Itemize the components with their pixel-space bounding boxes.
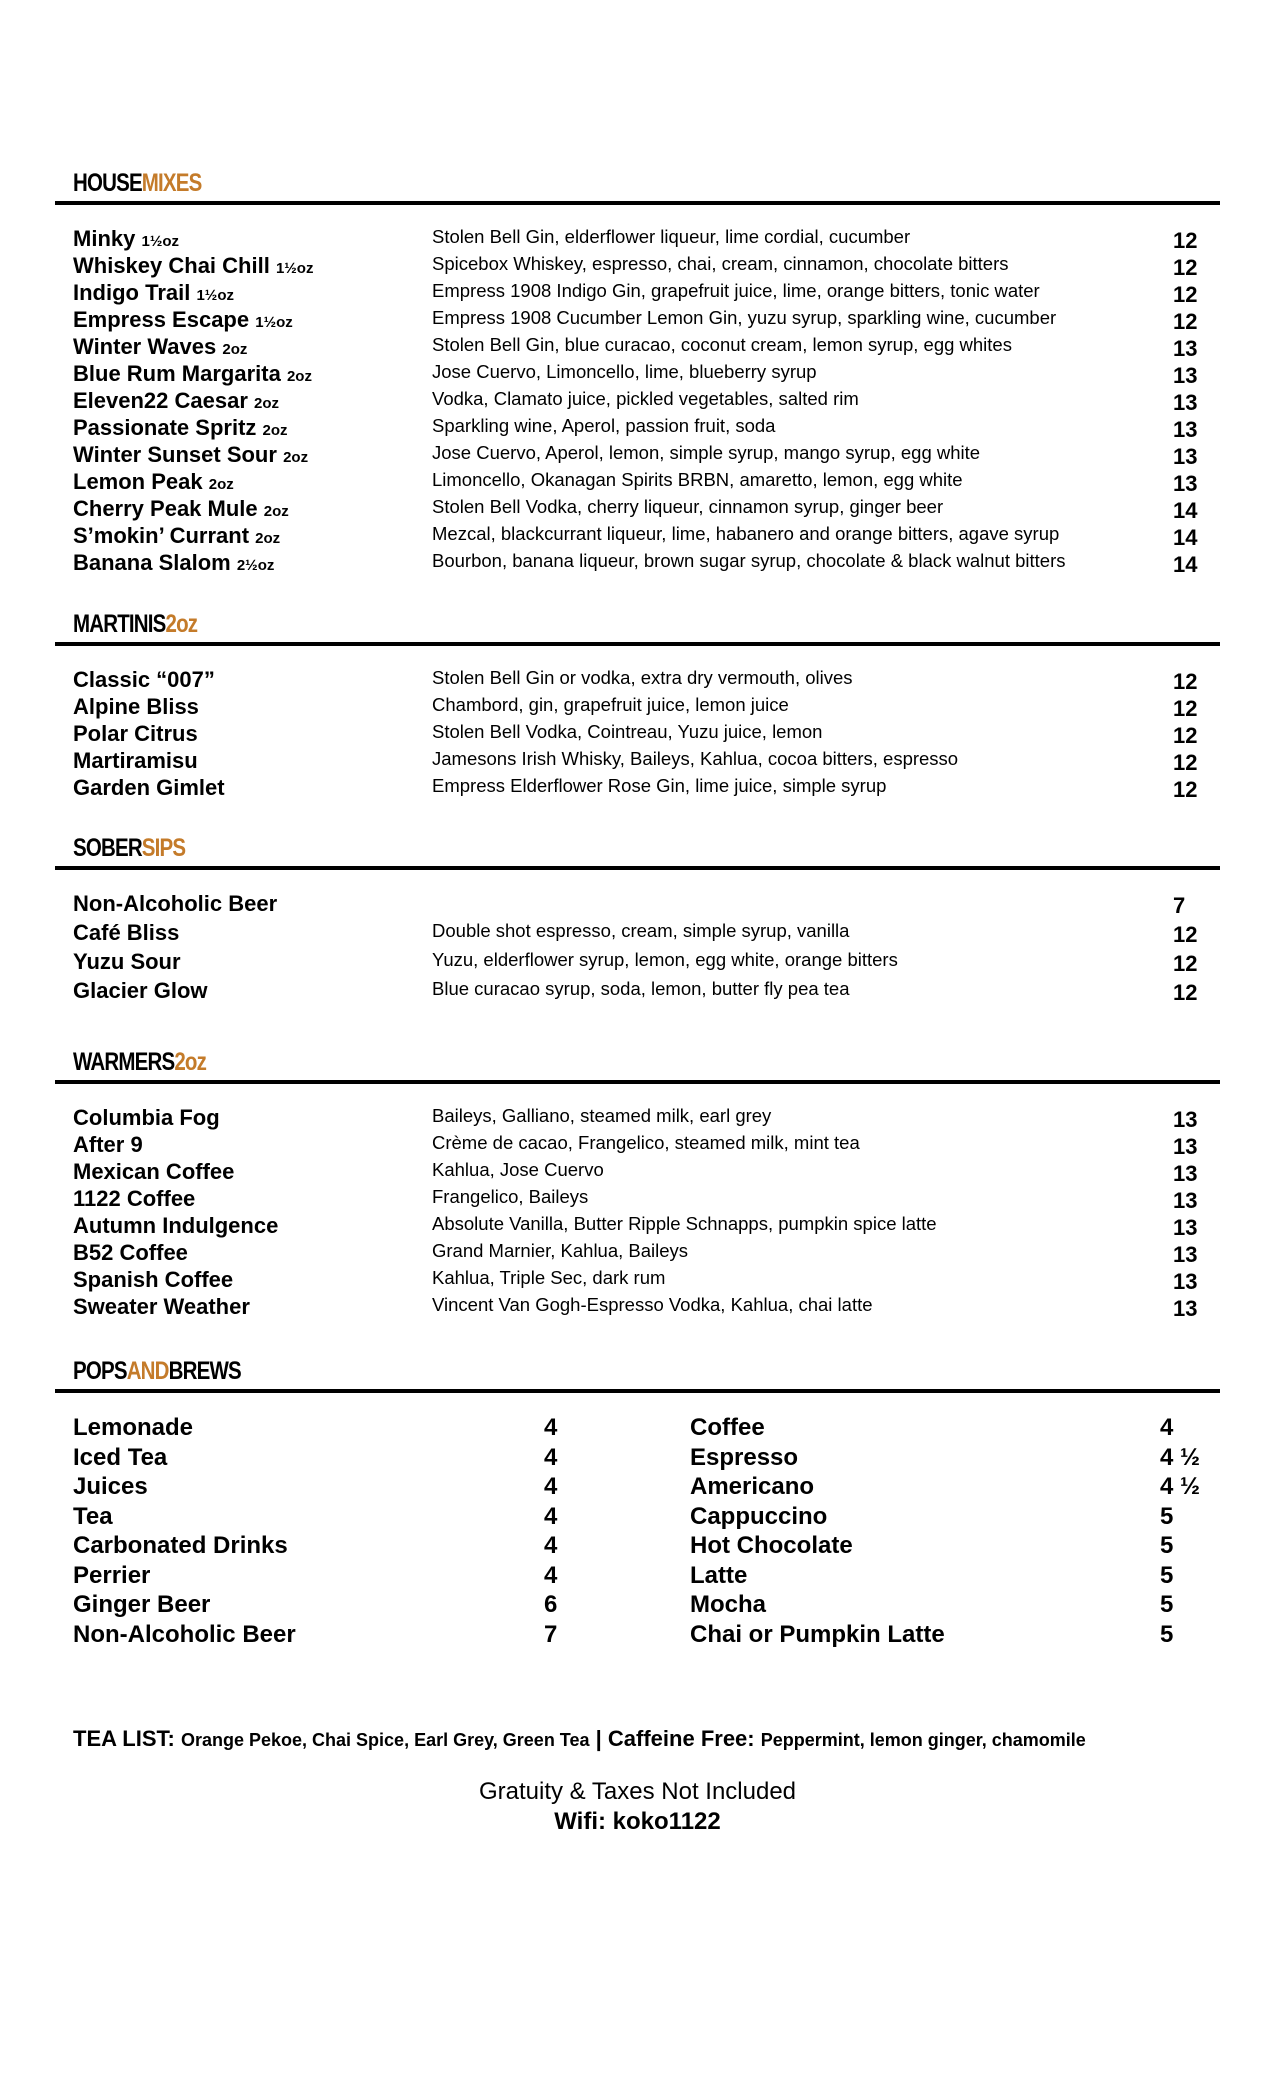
item-price: 4: [544, 1443, 558, 1471]
item-pour-size: 2oz: [208, 476, 234, 493]
item-description: Mezcal, blackcurrant liqueur, lime, habanero and orange bitters, agave syrup: [432, 523, 1060, 544]
pops-left-column: [73, 1414, 573, 1650]
item-price: 12: [1173, 922, 1198, 947]
item-description: Kahlua, Triple Sec, dark rum: [432, 1267, 666, 1288]
item-price: 14: [1173, 498, 1198, 523]
item-price: 13: [1173, 444, 1198, 469]
item-name: Eleven22 Caesar 2oz: [73, 388, 280, 413]
menu-item: [73, 226, 1218, 253]
section-title: MARTINIS 2oz: [73, 610, 198, 638]
item-price: 13: [1173, 1242, 1198, 1267]
item-pour-size: 2½oz: [236, 557, 275, 574]
menu-item: [73, 920, 1218, 949]
menu-item: [73, 667, 1218, 694]
item-name: Non-Alcoholic Beer: [73, 1620, 296, 1648]
item-price: 13: [1173, 336, 1198, 361]
item-price: 6: [544, 1591, 558, 1618]
item-list: [73, 891, 1218, 1007]
item-price: 12: [1173, 309, 1198, 334]
item-name: S’mokin’ Currant 2oz: [73, 523, 281, 548]
item-name: Sweater Weather: [73, 1294, 250, 1319]
menu-item: [73, 721, 1218, 748]
item-name: Lemonade: [73, 1414, 194, 1441]
menu-item: [73, 978, 1218, 1007]
item-name: Cherry Peak Mule 2oz: [73, 496, 289, 521]
item-name: Hot Chocolate: [690, 1532, 853, 1559]
item-price: 13: [1173, 1107, 1198, 1132]
item-name: Mocha: [690, 1591, 767, 1618]
item-list: [73, 1105, 1218, 1321]
menu-item: [73, 1105, 1218, 1132]
item-name: Mexican Coffee: [73, 1159, 235, 1184]
item-description: Jamesons Irish Whisky, Baileys, Kahlua, cocoa bitters, espresso: [432, 748, 959, 769]
item-name: Juices: [73, 1473, 148, 1500]
item-name: Iced Tea: [73, 1443, 168, 1471]
menu-item: [73, 1414, 573, 1444]
item-name: Martiramisu: [73, 748, 198, 773]
item-description: Stolen Bell Gin, elderflower liqueur, lime cordial, cucumber: [432, 226, 911, 247]
menu-item: [73, 1186, 1218, 1213]
section-title: WARMERS 2oz: [73, 1048, 207, 1076]
item-price: 12: [1173, 255, 1198, 280]
item-name: Empress Escape 1½oz: [73, 307, 293, 332]
item-price: 5: [1160, 1561, 1174, 1589]
item-name: Espresso: [690, 1443, 799, 1471]
menu-item: [73, 694, 1218, 721]
item-name: Indigo Trail 1½oz: [73, 280, 234, 305]
item-name: Passionate Spritz 2oz: [73, 415, 288, 440]
tea-list-label: TEA LIST:: [73, 1726, 175, 1751]
menu-item: [73, 1240, 1218, 1267]
item-price: 12: [1173, 282, 1198, 307]
menu-item: [73, 1294, 1218, 1321]
menu-item: [73, 1532, 573, 1562]
item-name: Carbonated Drinks: [73, 1532, 288, 1559]
item-description: Blue curacao syrup, soda, lemon, butter fly pea tea: [432, 978, 850, 999]
menu-item: [690, 1473, 1210, 1503]
item-pour-size: 2oz: [222, 341, 248, 358]
menu-item: [73, 280, 1218, 307]
menu-item: [690, 1503, 1210, 1533]
item-name: Perrier: [73, 1561, 151, 1589]
item-pour-size: 2oz: [262, 422, 288, 439]
menu-item: [73, 550, 1218, 577]
item-price: 4: [544, 1532, 558, 1559]
item-name: Classic “007”: [73, 667, 215, 692]
item-description: Stolen Bell Vodka, cherry liqueur, cinnamon syrup, ginger beer: [432, 496, 944, 517]
menu-item: [73, 748, 1218, 775]
wifi-info: Wifi: koko1122: [554, 1808, 721, 1835]
item-description: Empress 1908 Cucumber Lemon Gin, yuzu syrup, sparkling wine, cucumber: [432, 307, 1057, 328]
item-price: 13: [1173, 471, 1198, 496]
item-description: Empress Elderflower Rose Gin, lime juice, simple syrup: [432, 775, 887, 796]
menu-item: [73, 1562, 573, 1592]
item-name: Whiskey Chai Chill 1½oz: [73, 253, 314, 278]
item-price: 4: [544, 1561, 558, 1589]
section-title: HOUSE MIXES: [73, 169, 202, 197]
item-name: Cappuccino: [690, 1502, 828, 1530]
item-name: After 9: [73, 1132, 143, 1157]
item-description: Sparkling wine, Aperol, passion fruit, soda: [432, 415, 776, 436]
item-description: Double shot espresso, cream, simple syrup, vanilla: [432, 920, 850, 941]
menu-item: [690, 1591, 1210, 1621]
item-price: 4: [544, 1473, 558, 1500]
item-description: Stolen Bell Vodka, Cointreau, Yuzu juice, lemon: [432, 721, 823, 742]
menu-item: [73, 1132, 1218, 1159]
item-description: Empress 1908 Indigo Gin, grapefruit juice, lime, orange bitters, tonic water: [432, 280, 1040, 301]
item-pour-size: 2oz: [283, 449, 309, 466]
caffeine-free-teas: Peppermint, lemon ginger, chamomile: [760, 1730, 1086, 1750]
caffeine-free-label: Caffeine Free:: [607, 1726, 755, 1751]
item-name: Garden Gimlet: [73, 775, 225, 800]
item-price: 12: [1173, 777, 1198, 802]
item-price: 5: [1160, 1620, 1174, 1648]
item-price: 5: [1160, 1591, 1174, 1618]
menu-item: [690, 1562, 1210, 1592]
menu-item: [73, 307, 1218, 334]
menu-item: [73, 949, 1218, 978]
item-price: 14: [1173, 552, 1198, 577]
item-description: Stolen Bell Gin or vodka, extra dry vermouth, olives: [432, 667, 853, 688]
item-price: 12: [1173, 951, 1198, 976]
menu-item: [690, 1532, 1210, 1562]
menu-item: [73, 361, 1218, 388]
item-price: 13: [1173, 1188, 1198, 1213]
item-description: Absolute Vanilla, Butter Ripple Schnapps, pumpkin spice latte: [432, 1213, 937, 1234]
item-description: Jose Cuervo, Aperol, lemon, simple syrup, mango syrup, egg white: [432, 442, 981, 463]
tea-list: [73, 1726, 1086, 1752]
item-price: 14: [1173, 525, 1198, 550]
gratuity-note: Gratuity & Taxes Not Included: [478, 1778, 797, 1805]
menu-item: [690, 1414, 1210, 1444]
item-description: Chambord, gin, grapefruit juice, lemon juice: [432, 694, 789, 715]
item-name: Winter Waves 2oz: [73, 334, 248, 359]
item-description: Baileys, Galliano, steamed milk, earl grey: [432, 1105, 772, 1126]
item-name: Autumn Indulgence: [73, 1213, 279, 1238]
item-description: Jose Cuervo, Limoncello, lime, blueberry syrup: [432, 361, 817, 382]
item-description: Kahlua, Jose Cuervo: [432, 1159, 604, 1180]
menu-item: [73, 1503, 573, 1533]
menu-item: [73, 891, 1218, 920]
item-description: Grand Marnier, Kahlua, Baileys: [432, 1240, 689, 1261]
tea-list-separator: |: [595, 1726, 602, 1751]
item-price: 12: [1173, 669, 1198, 694]
item-pour-size: 1½oz: [141, 233, 179, 250]
item-name: 1122 Coffee: [73, 1186, 196, 1211]
section-divider: [55, 1080, 1220, 1084]
item-description: Bourbon, banana liqueur, brown sugar syrup, chocolate & black walnut bitters: [432, 550, 1066, 571]
menu-item: [73, 415, 1218, 442]
item-name: Chai or Pumpkin Latte: [690, 1620, 945, 1648]
item-description: Crème de cacao, Frangelico, steamed milk, mint tea: [432, 1132, 860, 1153]
item-name: Tea: [73, 1502, 113, 1530]
item-price: 13: [1173, 390, 1198, 415]
item-price: 12: [1173, 696, 1198, 721]
item-price: 13: [1173, 1269, 1198, 1294]
menu-item: [73, 1267, 1218, 1294]
section-title: SOBER SIPS: [73, 834, 186, 862]
item-name: Ginger Beer: [73, 1591, 211, 1618]
item-name: Non-Alcoholic Beer: [73, 891, 278, 916]
item-pour-size: 2oz: [254, 395, 280, 412]
item-name: Winter Sunset Sour 2oz: [73, 442, 309, 467]
item-price: 13: [1173, 363, 1198, 388]
item-price: 12: [1173, 228, 1198, 253]
menu-item: [73, 1473, 573, 1503]
item-description: Limoncello, Okanagan Spirits BRBN, amaretto, lemon, egg white: [432, 469, 963, 490]
item-name: Blue Rum Margarita 2oz: [73, 361, 312, 386]
section-divider: [55, 1389, 1220, 1393]
item-list: [73, 667, 1218, 802]
menu-item: [73, 1591, 573, 1621]
menu-item: [73, 523, 1218, 550]
menu-item: [73, 775, 1218, 802]
menu-item: [73, 496, 1218, 523]
menu-item: [73, 1444, 573, 1474]
menu-item: [73, 1621, 573, 1651]
item-price: 12: [1173, 980, 1198, 1005]
menu-item: [73, 442, 1218, 469]
item-name: Lemon Peak 2oz: [73, 469, 234, 494]
item-price: 13: [1173, 1161, 1198, 1186]
section-divider: [55, 866, 1220, 870]
item-name: Café Bliss: [73, 920, 180, 945]
item-price: 4 ½: [1160, 1473, 1201, 1500]
item-price: 12: [1173, 750, 1198, 775]
item-name: B52 Coffee: [73, 1240, 188, 1265]
menu-item: [690, 1621, 1210, 1651]
menu-item: [73, 1213, 1218, 1240]
pops-right-column: [690, 1414, 1210, 1650]
item-price: 13: [1173, 1215, 1198, 1240]
item-pour-size: 2oz: [286, 368, 312, 385]
item-price: 4: [1160, 1414, 1174, 1441]
item-price: 13: [1173, 1296, 1198, 1321]
menu-item: [690, 1444, 1210, 1474]
item-description: Frangelico, Baileys: [432, 1186, 589, 1207]
item-name: Alpine Bliss: [73, 694, 199, 719]
item-price: 4 ½: [1160, 1443, 1201, 1471]
item-name: Minky 1½oz: [73, 226, 179, 251]
menu-item: [73, 388, 1218, 415]
item-description: Yuzu, elderflower syrup, lemon, egg white, orange bitters: [432, 949, 898, 970]
item-list: [73, 226, 1218, 577]
menu-item: [73, 1159, 1218, 1186]
item-price: 12: [1173, 723, 1198, 748]
section-divider: [55, 642, 1220, 646]
item-pour-size: 1½oz: [196, 287, 234, 304]
item-price: 5: [1160, 1532, 1174, 1559]
item-price: 13: [1173, 1134, 1198, 1159]
item-name: Banana Slalom 2½oz: [73, 550, 275, 575]
item-pour-size: 2oz: [263, 503, 289, 520]
item-description: Vincent Van Gogh-Espresso Vodka, Kahlua, chai latte: [432, 1294, 873, 1315]
item-pour-size: 1½oz: [255, 314, 293, 331]
item-name: Polar Citrus: [73, 721, 198, 746]
menu-item: [73, 469, 1218, 496]
item-name: Coffee: [690, 1414, 765, 1441]
item-description: Vodka, Clamato juice, pickled vegetables, salted rim: [432, 388, 859, 409]
item-price: 4: [544, 1414, 558, 1441]
item-price: 13: [1173, 417, 1198, 442]
item-name: Spanish Coffee: [73, 1267, 234, 1292]
tea-list-teas: Orange Pekoe, Chai Spice, Earl Grey, Green Tea: [180, 1730, 590, 1750]
item-price: 4: [544, 1502, 558, 1530]
item-price: 7: [1173, 893, 1186, 918]
item-price: 7: [544, 1620, 558, 1648]
section-divider: [55, 201, 1220, 205]
item-name: Yuzu Sour: [73, 949, 181, 974]
menu-item: [73, 334, 1218, 361]
item-pour-size: 2oz: [255, 530, 281, 547]
item-name: Latte: [690, 1561, 748, 1589]
item-name: Americano: [690, 1473, 815, 1500]
menu-item: [73, 253, 1218, 280]
item-price: 5: [1160, 1502, 1174, 1530]
item-name: Columbia Fog: [73, 1105, 220, 1130]
item-name: Glacier Glow: [73, 978, 208, 1003]
item-pour-size: 1½oz: [275, 260, 314, 277]
section-title: POPS AND BREWS: [73, 1357, 241, 1385]
item-description: Spicebox Whiskey, espresso, chai, cream, cinnamon, chocolate bitters: [432, 253, 1009, 274]
item-description: Stolen Bell Gin, blue curacao, coconut cream, lemon syrup, egg whites: [432, 334, 1012, 355]
